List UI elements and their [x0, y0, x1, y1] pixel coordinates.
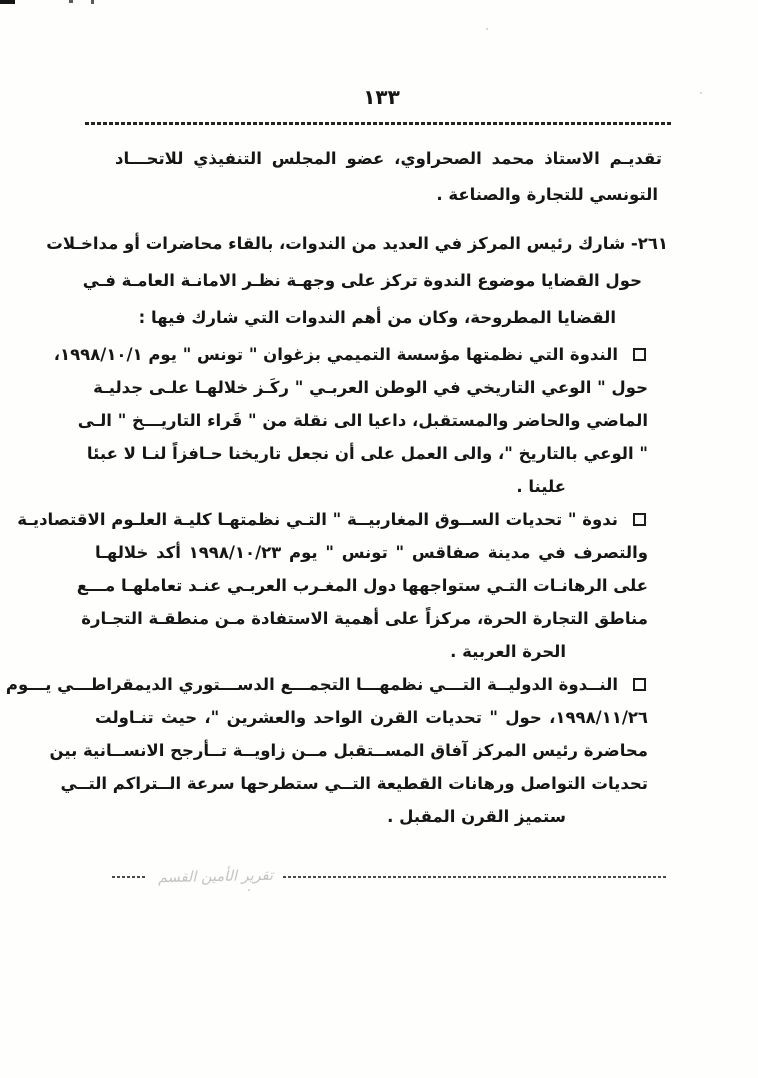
text-line: الماضي والحاضر والمستقبل، داعيا الى نقلة من " قَراء التاريـــخ " الـى: [77, 411, 648, 430]
square-bullet-icon: [633, 513, 646, 526]
text-line: على الرهانـات التـي ستواجهها دول المغـرب العربـي عنـد تعاملهـا مـــع: [76, 576, 648, 595]
bullet-item: [53, 338, 648, 503]
intro-paragraph: [115, 141, 662, 213]
text-line: الحرة العربية .: [450, 642, 566, 661]
footer-dash-short: [112, 876, 146, 878]
text-line: القضايا المطروحة، وكان من أهم الندوات التي شارك فيها :: [138, 308, 616, 327]
text-line: التونسي للتجارة والصناعة .: [436, 185, 658, 204]
text-line: تحديات التواصل ورهانات القطيعة التــي ستطرحها سرعة الــتراكم التــي: [60, 774, 648, 793]
bullet-list: [5, 338, 668, 833]
text-line: علينا .: [516, 477, 566, 496]
header-dotted-rule: [85, 122, 672, 125]
text-line: " الوعي بالتاريخ "، والى العمل على أن نجعل تاريخنا حـافزاً لنـا لا عبئا: [86, 444, 648, 463]
text-line: والتصرف في مدينة صفاقس " تونس " يوم ١٩٩٨/١٠/٢٣ أكد خلالهـا: [95, 543, 648, 562]
bullet-item: [17, 503, 648, 668]
text-line: تقديـم الاستاذ محمد الصحراوي، عضو المجلس التنفيذي للاتحـــاد: [115, 149, 662, 168]
text-line: مناطق التجارة الحرة، مركزاً على أهمية الاستفادة مـن منطقـة التجـارة: [81, 609, 648, 628]
bullet-item: [5, 668, 648, 833]
text-line: حول " الوعي التاريخي في الوطن العربـي " ركَـز خلالهـا علـى جدليـة: [93, 378, 648, 397]
text-line: محاضرة رئيس المركز آفاق المســتقبل مــن زاويــة تــأرجح الانســانية بين: [49, 741, 648, 760]
text-line: ندوة " تحديات الســوق المغاربيــة " التـي نظمتهـا كليـة العلـوم الاقتصاديـة: [17, 510, 618, 529]
footer-rule: [112, 869, 668, 885]
square-bullet-icon: [633, 678, 646, 691]
footer-handwritten-note: تقرير الأمين القسم: [157, 867, 274, 887]
footer-dash-long: [283, 876, 668, 878]
paragraph-261: [46, 225, 668, 336]
text-line: ٢٦١- شارك رئيس المركز في العديد من الندوات، بالقاء محاضرات أو مداخـلات: [46, 234, 668, 253]
text-line: النــدوة الدوليــة التـــي نظمهـــا التجمـــع الدســـتوري الديمقراطـــي يـــوم: [5, 675, 618, 694]
page-number: ١٣٣: [363, 85, 400, 109]
text-line: الندوة التي نظمتها مؤسسة التميمي بزغوان " تونس " يوم ١٩٩٨/١٠/١،: [53, 345, 618, 364]
text-line: حول القضايا موضوع الندوة تركز على وجهـة نظـر الامانـة العامـة فـي: [82, 271, 642, 290]
text-line: ١٩٩٨/١١/٢٦، حول " تحديات القرن الواحد والعشرين "، حيث تنـاولت: [95, 708, 648, 727]
square-bullet-icon: [633, 348, 646, 361]
text-line: ستميز القرن المقبل .: [387, 807, 566, 826]
